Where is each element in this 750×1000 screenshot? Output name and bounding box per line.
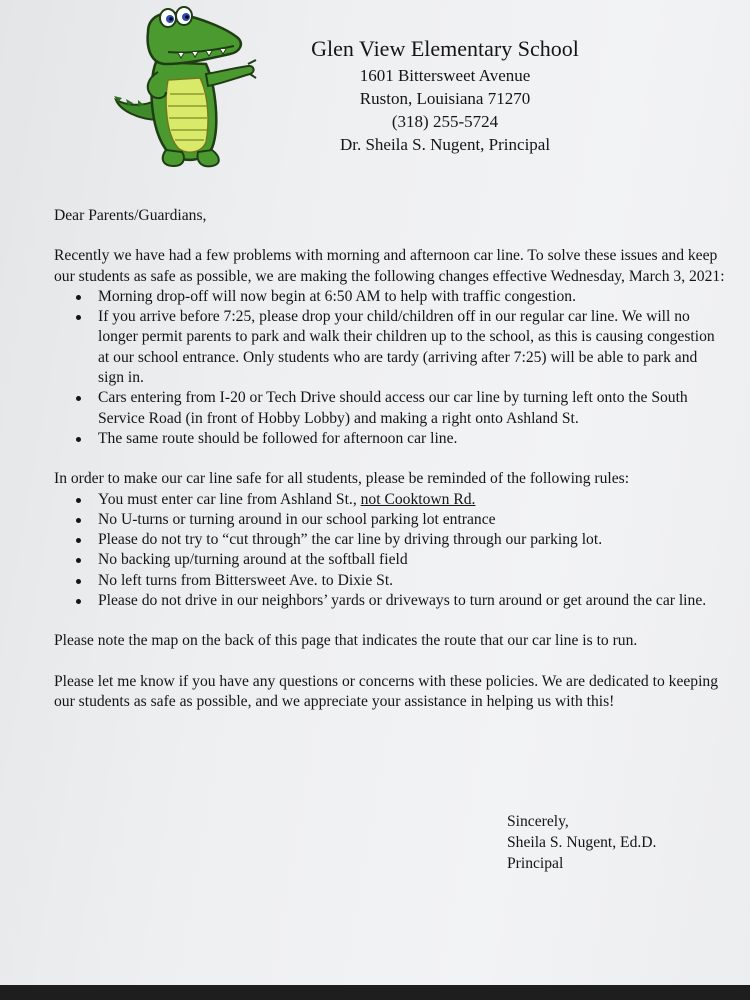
list-item: Morning drop-off will now begin at 6:50 AM to help with traffic congestion. [98, 287, 726, 307]
list-item: Please do not drive in our neighbors’ yards or driveways to turn around or get around the car line. [98, 591, 726, 611]
school-name: Glen View Elementary School [311, 36, 579, 61]
changes-list [54, 287, 726, 449]
list-item: No left turns from Bittersweet Ave. to Dixie St. [98, 571, 726, 591]
rule-text: You must enter car line from Ashland St., [98, 490, 361, 508]
alligator-mascot-icon [108, 2, 258, 172]
letterhead [300, 34, 590, 156]
phone-number: (318) 255-5724 [391, 112, 499, 131]
signature-block [507, 811, 656, 874]
signer-title: Principal [507, 855, 564, 872]
address-line-2: Ruston, Louisiana 71270 [359, 89, 531, 108]
underlined-rule-text: not Cooktown Rd. [360, 490, 476, 508]
signer-name: Sheila S. Nugent, Ed.D. [507, 834, 657, 851]
intro-paragraph: Recently we have had a few problems with morning and afternoon car line. To solve these issues and keep our students as safe as possible, we are making the following changes effective Wednesday, March 3, 2021: [54, 247, 725, 285]
salutation: Dear Parents/Guardians, [54, 207, 207, 224]
list-item: If you arrive before 7:25, please drop your child/children off in our regular car line. We will no longer permit parents to park and walk their children up to the school, as this is causing congestion at our school entrance. Only students who are tardy (arriving after 7:25) will be able to park and sign in. [98, 307, 726, 388]
rules-intro: In order to make our car line safe for all students, please be reminded of the following rules: [54, 470, 630, 488]
signoff: Sincerely, [507, 813, 569, 830]
closing-paragraph: Please let me know if you have any questions or concerns with these policies. We are dedicated to keeping our students as safe as possible, and we appreciate your assistance in helping us with this! [54, 672, 719, 710]
map-note: Please note the map on the back of this page that indicates the route that our car line is to run. [54, 632, 638, 650]
list-item: The same route should be followed for afternoon car line. [98, 429, 726, 449]
rules-list [54, 490, 726, 612]
address-line-1: 1601 Bittersweet Avenue [359, 66, 531, 85]
letter-body [54, 206, 726, 712]
list-item [98, 490, 726, 510]
principal-line: Dr. Sheila S. Nugent, Principal [339, 135, 551, 154]
list-item: No U-turns or turning around in our school parking lot entrance [98, 510, 726, 530]
list-item: Please do not try to “cut through” the car line by driving through our parking lot. [98, 530, 726, 550]
desk-background [0, 985, 750, 1000]
list-item: No backing up/turning around at the softball field [98, 550, 726, 570]
list-item: Cars entering from I-20 or Tech Drive should access our car line by turning left onto the South Service Road (in front of Hobby Lobby) and making a right onto Ashland St. [98, 388, 726, 429]
